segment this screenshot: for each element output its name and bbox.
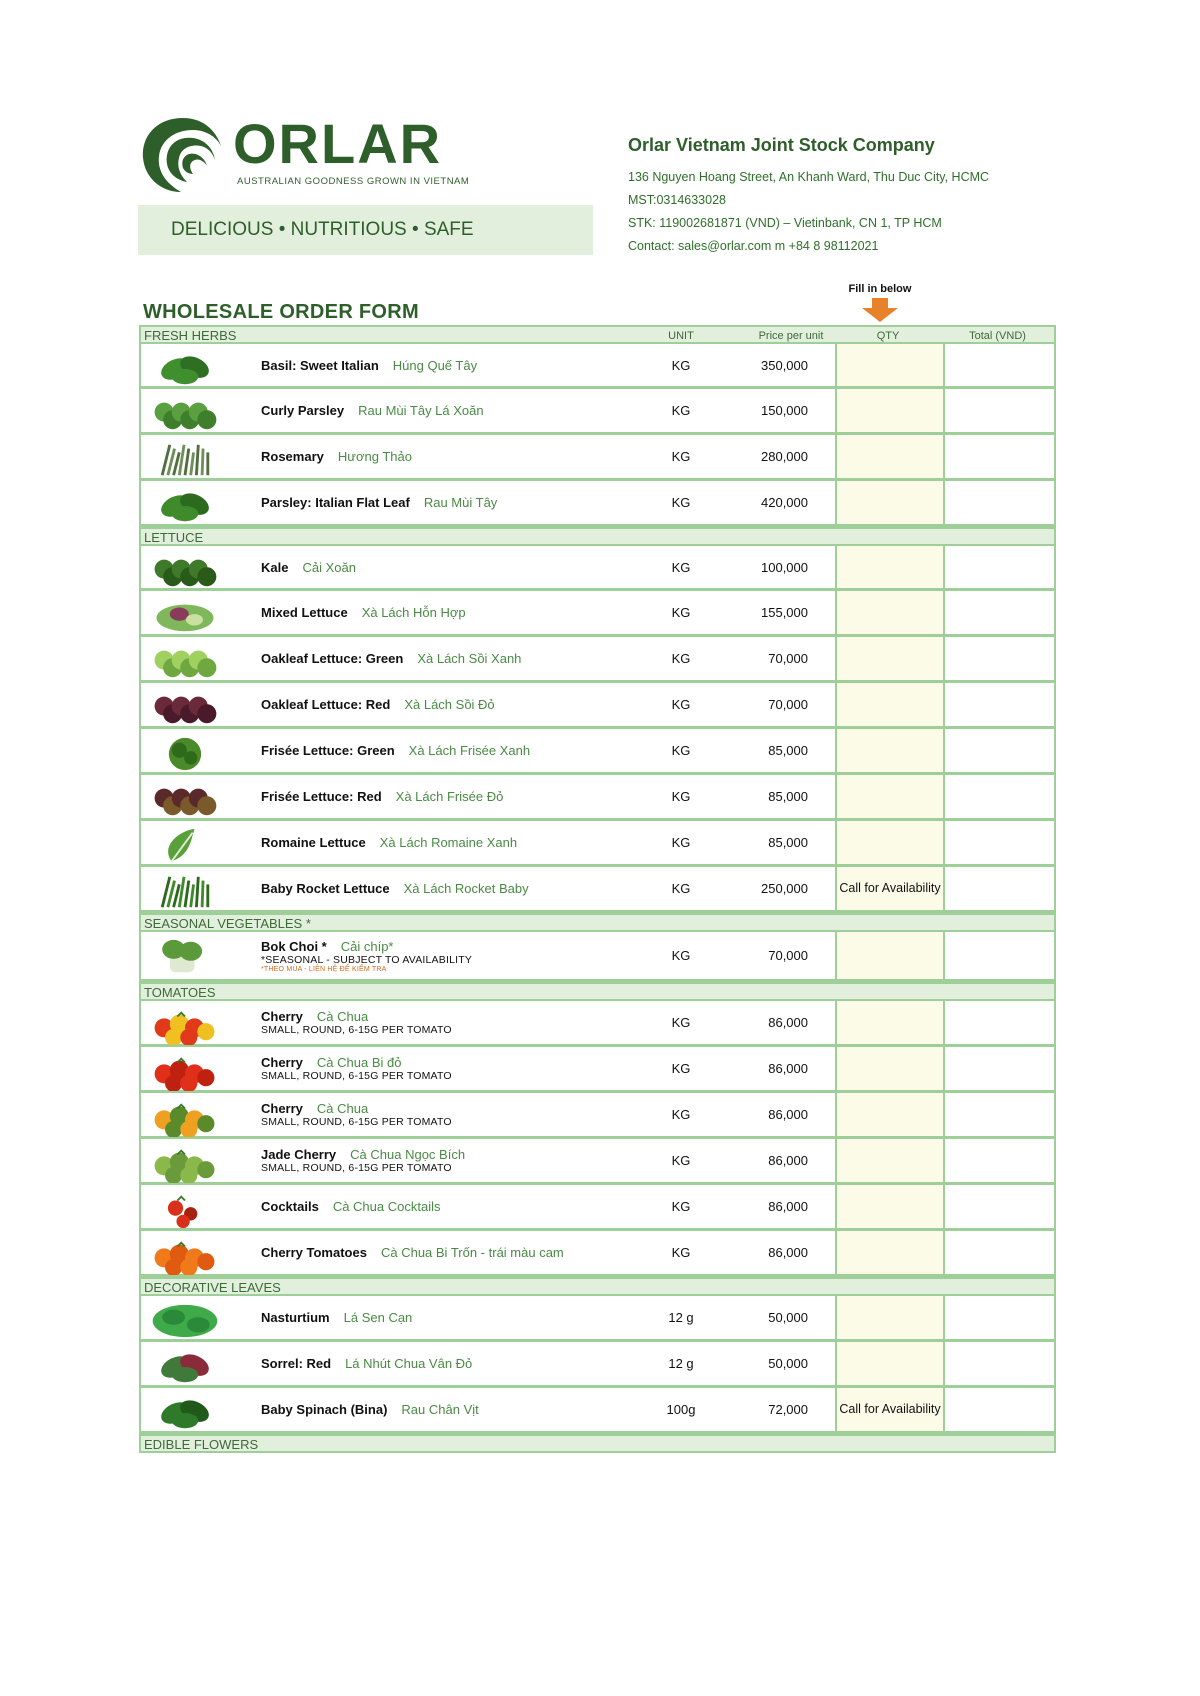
product-description	[261, 1185, 440, 1228]
cherry-red-icon	[149, 1053, 221, 1091]
product-description	[261, 435, 412, 478]
product-name-vn: Xà Lách Sồi Đỏ	[404, 697, 495, 712]
total-cell	[941, 1001, 1054, 1044]
slogan-text: DELICIOUS • NUTRITIOUS • SAFE	[171, 219, 474, 240]
company-bank: STK: 119002681871 (VND) – Vietinbank, CN 1, TP HCM	[628, 216, 942, 230]
product-description	[261, 1342, 472, 1385]
unit-cell: 100g	[666, 1402, 696, 1417]
product-row	[139, 1185, 1056, 1231]
company-tax-id: MST:0314633028	[628, 193, 726, 207]
qty-input-cell[interactable]	[835, 1296, 945, 1339]
unit-cell: 12 g	[668, 1356, 694, 1371]
product-note: SMALL, ROUND, 6-15G PER TOMATO	[261, 1070, 452, 1082]
product-name-vn: Húng Quế Tây	[392, 357, 478, 373]
product-row	[139, 683, 1056, 729]
qty-input-cell[interactable]	[835, 344, 945, 386]
product-description	[261, 1139, 465, 1182]
qty-input-cell[interactable]	[835, 546, 945, 588]
product-description	[261, 683, 495, 726]
qty-input-cell[interactable]	[835, 1139, 945, 1182]
product-row	[139, 1296, 1056, 1342]
product-row	[139, 1139, 1056, 1185]
product-name-vn: Xà Lách Frisée Đỏ	[395, 789, 504, 804]
company-name: Orlar Vietnam Joint Stock Company	[628, 135, 935, 155]
product-row	[139, 591, 1056, 637]
product-name-en: Mixed Lettuce	[261, 605, 348, 620]
unit-cell: KG	[671, 495, 691, 510]
price-cell: 86,000	[768, 1061, 808, 1076]
section-header	[139, 1277, 1056, 1296]
jade-cherry-icon	[149, 1145, 221, 1183]
product-description	[261, 481, 497, 524]
product-row	[139, 1093, 1056, 1139]
price-cell: 100,000	[761, 559, 808, 575]
product-name-en: Nasturtium	[261, 1310, 330, 1325]
product-name-en: Frisée Lettuce: Green	[261, 743, 395, 758]
product-row	[139, 1388, 1056, 1434]
qty-input-cell[interactable]	[835, 637, 945, 680]
total-cell	[941, 1296, 1054, 1339]
red-oakleaf-icon	[149, 689, 221, 727]
product-name-vn: Cà Chua Cocktails	[332, 1199, 441, 1214]
product-row	[139, 1047, 1056, 1093]
product-note: SMALL, ROUND, 6-15G PER TOMATO	[261, 1162, 452, 1174]
product-note: SMALL, ROUND, 6-15G PER TOMATO	[261, 1024, 452, 1036]
product-name-en: Curly Parsley	[261, 403, 345, 418]
product-description	[261, 1047, 452, 1090]
price-cell: 85,000	[768, 835, 808, 850]
product-name-vn: Cà Chua Ngọc Bích	[350, 1147, 466, 1162]
qty-input-cell[interactable]	[835, 775, 945, 818]
product-note: SMALL, ROUND, 6-15G PER TOMATO	[261, 1116, 452, 1128]
product-name-vn: Lá Sen Cạn	[343, 1310, 413, 1325]
qty-input-cell[interactable]	[835, 1093, 945, 1136]
total-cell	[941, 821, 1054, 864]
total-column-header: Total (VND)	[969, 330, 1026, 342]
product-name-en: Cherry	[261, 1055, 303, 1070]
section-title: TOMATOES	[144, 985, 216, 1000]
company-address: 136 Nguyen Hoang Street, An Khanh Ward, Thu Duc City, HCMC	[628, 170, 990, 184]
red-frisee-icon	[149, 781, 221, 819]
product-description	[261, 637, 521, 680]
unit-cell: KG	[671, 403, 691, 418]
qty-input-cell[interactable]	[835, 821, 945, 864]
total-cell	[941, 546, 1054, 588]
product-row	[139, 389, 1056, 435]
product-row	[139, 546, 1056, 591]
nasturtium-icon	[149, 1302, 221, 1340]
product-row	[139, 637, 1056, 683]
total-cell	[941, 1388, 1054, 1431]
unit-column-header: UNIT	[668, 330, 694, 342]
unit-cell: KG	[671, 835, 691, 850]
unit-cell: KG	[671, 605, 691, 620]
section-title: FRESH HERBS	[144, 328, 237, 343]
unit-cell: KG	[671, 697, 691, 712]
product-description	[261, 729, 530, 772]
total-cell	[941, 683, 1054, 726]
product-note-vn: *THEO MÙA - LIÊN HỆ ĐỂ KIỂM TRA	[261, 965, 387, 973]
total-cell	[941, 344, 1054, 386]
unit-cell: KG	[671, 881, 691, 896]
rosemary-icon	[149, 441, 221, 479]
product-name-vn: Cà Chua	[316, 1101, 369, 1116]
total-cell	[941, 389, 1054, 432]
product-name-en: Kale	[261, 559, 289, 575]
total-cell	[941, 1185, 1054, 1228]
unit-cell: KG	[671, 357, 691, 373]
product-name-en: Oakleaf Lettuce: Green	[261, 651, 404, 666]
product-name-en: Sorrel: Red	[261, 1356, 332, 1371]
total-cell	[941, 591, 1054, 634]
qty-input-cell[interactable]	[835, 932, 945, 979]
product-name-vn: Rau Mùi Tây	[423, 495, 498, 510]
product-description	[261, 867, 529, 910]
product-name-en: Romaine Lettuce	[261, 835, 366, 850]
product-name-vn: Xà Lách Sồi Xanh	[417, 651, 522, 666]
section-header	[139, 1434, 1056, 1453]
price-cell: 86,000	[768, 1107, 808, 1122]
price-cell: 70,000	[768, 948, 808, 963]
cherry-mixed-icon	[149, 1007, 221, 1045]
product-description	[261, 344, 477, 386]
product-name-vn: Cải chíp*	[340, 938, 394, 954]
product-name-vn: Cà Chua Bi Trốn - trái màu cam	[380, 1245, 564, 1260]
product-row	[139, 344, 1056, 389]
qty-input-cell[interactable]	[835, 729, 945, 772]
total-cell	[941, 481, 1054, 524]
down-arrow-icon	[860, 298, 900, 322]
product-name-vn: Cải Xoăn	[302, 559, 356, 575]
logo-wordmark: ORLAR	[233, 112, 443, 175]
parsley-icon	[149, 395, 221, 433]
product-row	[139, 1342, 1056, 1388]
qty-input-cell[interactable]: Call for Availability	[835, 867, 945, 910]
price-cell: 86,000	[768, 1245, 808, 1260]
price-cell: 86,000	[768, 1153, 808, 1168]
romaine-icon	[149, 827, 221, 865]
product-name-en: Cherry	[261, 1101, 303, 1116]
product-name-en: Bok Choi *	[261, 938, 327, 954]
price-cell: 420,000	[761, 495, 808, 510]
qty-input-cell[interactable]	[835, 481, 945, 524]
section-header	[139, 913, 1056, 932]
orlar-logo	[137, 112, 477, 202]
total-cell	[941, 729, 1054, 772]
total-cell	[941, 775, 1054, 818]
logo-swirl-icon	[137, 112, 227, 198]
product-row	[139, 932, 1056, 982]
product-name-en: Cherry	[261, 1009, 303, 1024]
spinach-icon	[149, 1394, 221, 1432]
qty-input-cell[interactable]	[835, 1231, 945, 1274]
price-cell: 72,000	[768, 1402, 808, 1417]
product-name-en: Rosemary	[261, 449, 324, 464]
unit-cell: KG	[671, 948, 691, 963]
qty-column-header: QTY	[876, 330, 900, 342]
section-title: EDIBLE FLOWERS	[144, 1437, 259, 1452]
product-name-vn: Rau Mùi Tây Lá Xoăn	[358, 403, 484, 418]
sorrel-icon	[149, 1348, 221, 1386]
section-title: LETTUCE	[144, 530, 204, 545]
qty-input-cell[interactable]	[835, 1185, 945, 1228]
total-cell	[941, 1139, 1054, 1182]
qty-input-cell[interactable]	[835, 435, 945, 478]
form-title: WHOLESALE ORDER FORM	[143, 301, 419, 323]
bok-choi-icon	[149, 938, 221, 976]
unit-cell: KG	[671, 559, 691, 575]
product-name-vn: Hương Thảo	[337, 449, 412, 464]
product-name-vn: Xà Lách Romaine Xanh	[379, 835, 518, 850]
total-cell	[941, 435, 1054, 478]
product-row	[139, 435, 1056, 481]
product-name-en: Jade Cherry	[261, 1147, 337, 1162]
orange-cherry-icon	[149, 1237, 221, 1275]
price-cell: 70,000	[768, 697, 808, 712]
green-frisee-icon	[149, 735, 221, 773]
price-cell: 86,000	[768, 1015, 808, 1030]
product-note: *SEASONAL - SUBJECT TO AVAILABILITY	[261, 953, 473, 966]
unit-cell: KG	[671, 789, 691, 804]
price-column-header: Price per unit	[758, 330, 824, 342]
section-header	[139, 527, 1056, 546]
unit-cell: KG	[671, 743, 691, 758]
section-header	[139, 325, 1056, 344]
product-row	[139, 867, 1056, 913]
product-row	[139, 1001, 1056, 1047]
product-description	[261, 546, 356, 588]
cherry-yellow-icon	[149, 1099, 221, 1137]
section-title: SEASONAL VEGETABLES *	[144, 916, 311, 931]
product-description	[261, 591, 466, 634]
product-row	[139, 821, 1056, 867]
basil-icon	[149, 350, 221, 388]
product-row	[139, 775, 1056, 821]
company-info	[628, 135, 1048, 258]
product-description	[261, 389, 484, 432]
qty-input-cell[interactable]	[835, 1047, 945, 1090]
qty-input-cell[interactable]	[835, 1001, 945, 1044]
unit-cell: KG	[671, 651, 691, 666]
slogan-banner	[138, 205, 593, 255]
price-cell: 350,000	[761, 357, 808, 373]
product-row	[139, 481, 1056, 527]
product-name-en: Baby Rocket Lettuce	[261, 881, 390, 896]
product-name-vn: Cà Chua Bi đỏ	[316, 1055, 402, 1070]
total-cell	[941, 1231, 1054, 1274]
cocktail-tomato-icon	[149, 1191, 221, 1229]
price-cell: 280,000	[761, 449, 808, 464]
product-name-vn: Xà Lách Hỗn Hợp	[361, 605, 466, 620]
product-row	[139, 1231, 1056, 1277]
fill-in-hint: Fill in below	[848, 283, 912, 295]
product-description	[261, 1231, 564, 1274]
unit-cell: KG	[671, 1153, 691, 1168]
product-name-vn: Rau Chân Vịt	[401, 1402, 479, 1417]
total-cell	[941, 867, 1054, 910]
product-description	[261, 1388, 479, 1431]
flat-parsley-icon	[149, 487, 221, 525]
company-contact: Contact: sales@orlar.com m +84 8 98112021	[628, 239, 879, 253]
product-name-en: Frisée Lettuce: Red	[261, 789, 382, 804]
price-cell: 50,000	[768, 1310, 808, 1325]
unit-cell: KG	[671, 1107, 691, 1122]
product-name-en: Cherry Tomatoes	[261, 1245, 367, 1260]
unit-cell: KG	[671, 1061, 691, 1076]
total-cell	[941, 1342, 1054, 1385]
mixed-lettuce-icon	[149, 597, 221, 635]
product-name-en: Cocktails	[261, 1199, 319, 1214]
logo-subtitle: AUSTRALIAN GOODNESS GROWN IN VIETNAM	[237, 176, 470, 187]
unit-cell: KG	[671, 1245, 691, 1260]
price-cell: 250,000	[761, 881, 808, 896]
kale-icon	[149, 552, 221, 590]
product-name-en: Baby Spinach (Bina)	[261, 1402, 388, 1417]
total-cell	[941, 932, 1054, 979]
qty-input-cell[interactable]	[835, 683, 945, 726]
qty-input-cell[interactable]	[835, 1342, 945, 1385]
price-cell: 70,000	[768, 651, 808, 666]
product-description	[261, 932, 472, 979]
unit-cell: KG	[671, 1199, 691, 1214]
green-oakleaf-icon	[149, 643, 221, 681]
section-title: DECORATIVE LEAVES	[144, 1280, 281, 1295]
product-row	[139, 729, 1056, 775]
unit-cell: KG	[671, 1015, 691, 1030]
price-cell: 85,000	[768, 743, 808, 758]
product-name-vn: Cà Chua	[316, 1009, 369, 1024]
price-cell: 155,000	[761, 605, 808, 620]
rocket-icon	[149, 873, 221, 911]
product-description	[261, 1093, 452, 1136]
price-cell: 150,000	[761, 403, 808, 418]
total-cell	[941, 1047, 1054, 1090]
product-name-vn: Xà Lách Rocket Baby	[403, 881, 529, 896]
qty-input-cell[interactable]: Call for Availability	[835, 1388, 945, 1431]
qty-input-cell[interactable]	[835, 591, 945, 634]
total-cell	[941, 1093, 1054, 1136]
product-description	[261, 1001, 452, 1044]
section-header	[139, 982, 1056, 1001]
product-name-en: Oakleaf Lettuce: Red	[261, 697, 391, 712]
unit-cell: KG	[671, 449, 691, 464]
unit-cell: 12 g	[668, 1310, 694, 1325]
price-cell: 85,000	[768, 789, 808, 804]
product-name-en: Basil: Sweet Italian	[261, 357, 379, 373]
product-description	[261, 1296, 412, 1339]
product-name-vn: Lá Nhút Chua Vân Đỏ	[345, 1356, 473, 1371]
total-cell	[941, 637, 1054, 680]
price-cell: 50,000	[768, 1356, 808, 1371]
product-description	[261, 775, 503, 818]
product-name-en: Parsley: Italian Flat Leaf	[261, 495, 410, 510]
product-name-vn: Xà Lách Frisée Xanh	[408, 743, 531, 758]
product-description	[261, 821, 517, 864]
qty-input-cell[interactable]	[835, 389, 945, 432]
order-table	[139, 325, 1056, 1453]
price-cell: 86,000	[768, 1199, 808, 1214]
